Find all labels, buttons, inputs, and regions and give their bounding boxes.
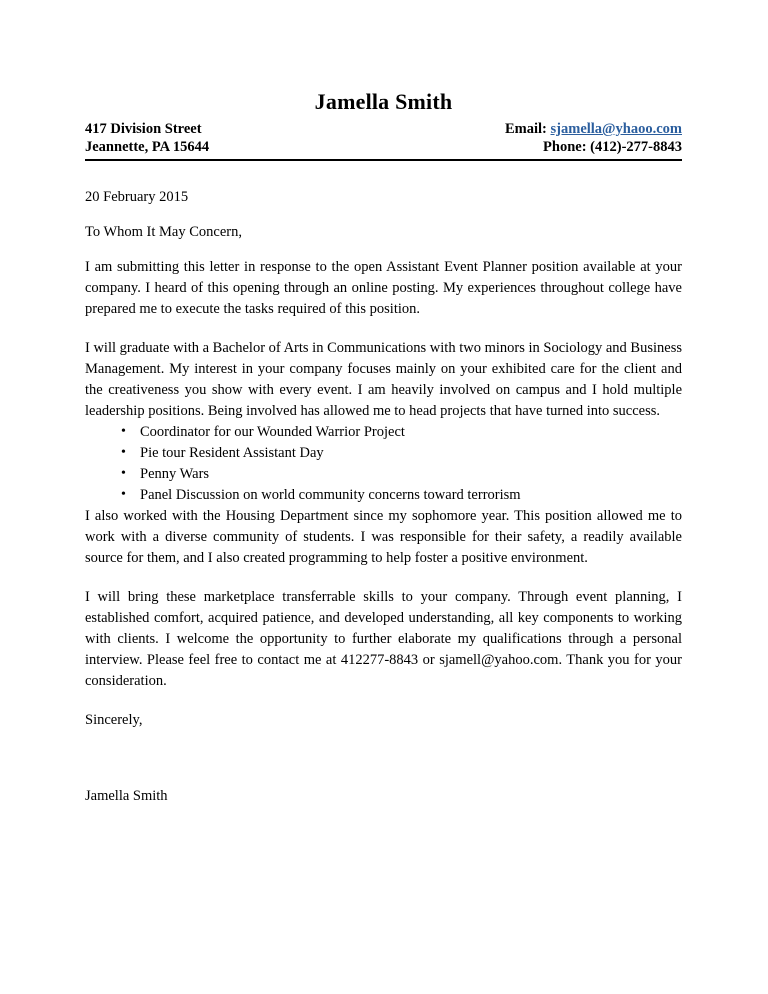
list-item: • Coordinator for our Wounded Warrior Project: [85, 422, 682, 443]
letter-paragraph-1: I am submitting this letter in response to the open Assistant Event Planner position available at your company. I heard of this opening through an online posting. My experiences throughout college have prepared me to execute the tasks required of this position.: [85, 259, 682, 317]
letterhead-contact-rows: [85, 120, 682, 156]
email-link[interactable]: sjamella@yhaoo.com: [550, 121, 682, 137]
list-item: • Panel Discussion on world community concerns toward terrorism: [85, 485, 682, 506]
letterhead-divider: [85, 159, 682, 161]
letter-paragraph-2: I will graduate with a Bachelor of Arts in Communications with two minors in Sociology and Business Management. My interest in your company focuses mainly on your exhibited care for the client and the creativeness you show with every event. I am heavily involved on campus and I hold multiple leadership positions. Being involved has allowed me to head projects that have turned into success.: [85, 340, 682, 419]
letter-date: 20 February 2015: [85, 189, 189, 205]
achievements-list: [85, 422, 682, 506]
list-item: • Pie tour Resident Assistant Day: [85, 443, 682, 464]
letter-content: [85, 88, 682, 807]
letter-closing: Sincerely,: [85, 712, 143, 728]
letterhead-row-2: [85, 138, 682, 156]
list-item: • Penny Wars: [85, 464, 682, 485]
address-line-2: Jeannette, PA 15644: [85, 139, 210, 155]
letter-signature-name: Jamella Smith: [85, 788, 168, 804]
email-block: [505, 120, 682, 138]
letterhead: [85, 88, 682, 161]
phone-line: Phone: (412)-277-8843: [543, 139, 682, 155]
letter-salutation: To Whom It May Concern,: [85, 224, 242, 240]
letterhead-name: Jamella Smith: [314, 89, 453, 114]
letterhead-row-1: [85, 120, 682, 138]
letter-body: [85, 187, 682, 807]
letter-paragraph-4: I will bring these marketplace transferrable skills to your company. Through event planning, I established comfort, acquired patience, and developed understanding, all key components to working with clients. I welcome the opportunity to further elaborate my qualifications through a personal interview. Please feel free to contact me at 412277-8843 or sjamell@yahoo.com. Thank you for your consideration.: [85, 589, 682, 689]
address-line-1: 417 Division Street: [85, 121, 202, 137]
letter-paragraph-3: I also worked with the Housing Department since my sophomore year. This position allowed me to work with a diverse community of students. I was responsible for their safety, a readily available source for them, and I also created programming to help foster a positive environment.: [85, 508, 682, 566]
email-label: Email:: [505, 121, 547, 137]
